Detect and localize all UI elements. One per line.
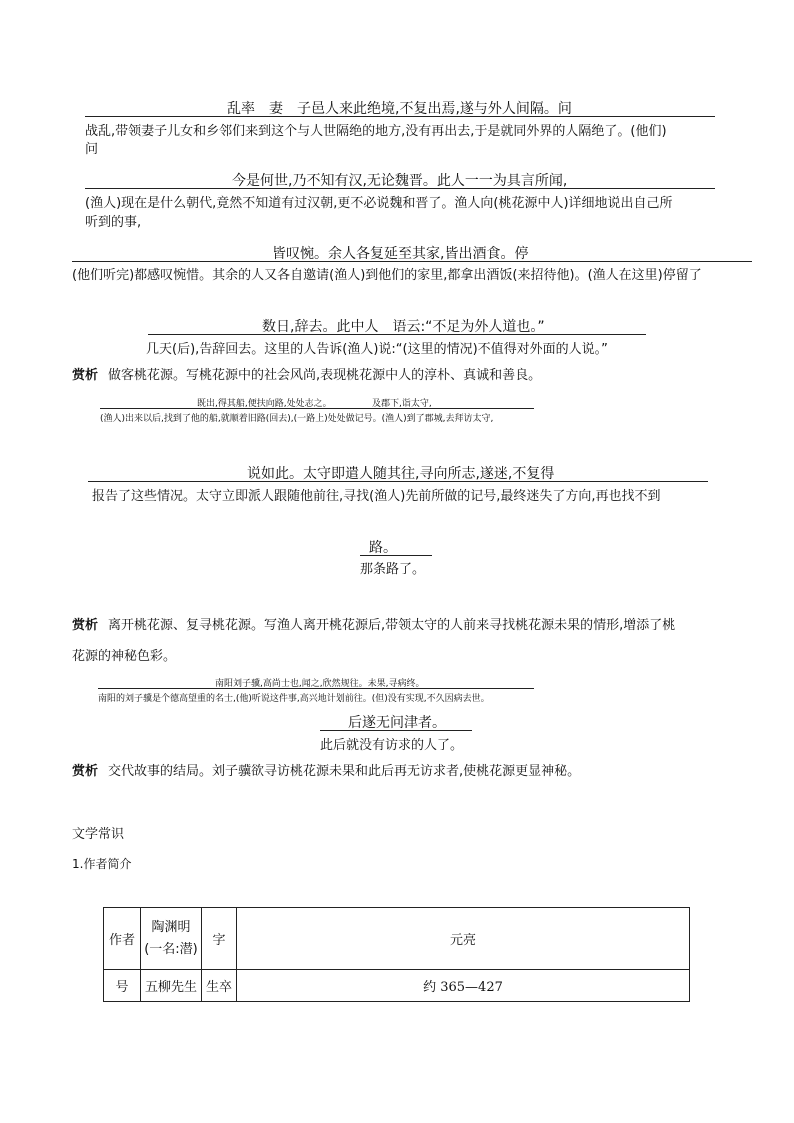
translation-line: 几天(后),告辞回去。这里的人告诉(渔人)说:“(这里的情况)不值得对外面的人说。” xyxy=(146,342,608,357)
translation-line: (他们听完)都感叹惋惜。其余的人又各自邀请(渔人)到他们的家里,都拿出酒饭(来招待他)。(渔人在这里)停留了 xyxy=(72,268,702,283)
translation-line: 南阳的刘子骥是个德高望重的名士,(他)听说这件事,高兴地计划前往。(但)没有实现,不久因病去世。 xyxy=(98,694,490,704)
table-cell xyxy=(141,908,202,970)
author-alias: (一名:潜) xyxy=(144,941,198,957)
translation-line: (渔人)现在是什么朝代,竟然不知道有过汉朝,更不必说魏和晋了。渔人向(桃花源中人)详细地说出自己所 xyxy=(85,196,673,211)
original-text-line: 后遂无问津者。 xyxy=(348,715,446,731)
separator-line xyxy=(85,116,715,117)
translation-line: 战乱,带领妻子儿女和乡邻们来到这个与人世隔绝的地方,没有再出去,于是就同外界的人隔绝了。(他们) xyxy=(85,124,667,139)
note-label: 赏析 xyxy=(72,618,99,633)
original-text-line: 既出,得其船,便扶向路,处处志之。 xyxy=(197,399,332,409)
appreciation-note xyxy=(72,614,675,633)
translation-line: 听到的事, xyxy=(85,215,142,230)
translation-line: 报告了这些情况。太守立即派人跟随他前往,寻找(渔人)先前所做的记号,最终迷失了方向,再也找不到 xyxy=(92,489,661,504)
table-cell: 号 xyxy=(104,970,141,1002)
appreciation-note xyxy=(72,364,541,383)
note-text: 离开桃花源、复寻桃花源。写渔人离开桃花源后,带领太守的人前来寻找桃花源未果的情形,增添了桃 xyxy=(108,618,676,633)
separator-line xyxy=(148,334,646,335)
author-name: 陶渊明 xyxy=(151,919,191,935)
table-cell: 约 365—427 xyxy=(237,970,690,1002)
note-text: 做客桃花源。写桃花源中的社会风尚,表现桃花源中人的淳朴、真诚和善良。 xyxy=(108,368,542,383)
separator-line xyxy=(100,408,534,409)
note-text: 交代故事的结局。刘子骥欲寻访桃花源未果和此后再无访求者,使桃花源更显神秘。 xyxy=(108,764,581,779)
original-text-line: 乱率 妻 子邑人来此绝境,不复出焉,遂与外人间隔。问 xyxy=(227,101,572,117)
note-label: 赏析 xyxy=(72,368,99,383)
separator-line xyxy=(72,261,752,262)
original-text-line: 说如此。太守即遣人随其往,寻向所志,遂迷,不复得 xyxy=(247,466,555,482)
original-text-line: 今是何世,乃不知有汉,无论魏晋。此人一一为具言所闻, xyxy=(232,173,568,189)
separator-line xyxy=(98,688,534,689)
original-text-line: 南阳刘子骥,高尚士也,闻之,欣然规往。未果,寻病终。 xyxy=(215,679,425,689)
original-text-line: 数日,辞去。此中人 语云:“不足为外人道也。” xyxy=(262,319,545,335)
translation-line: 此后就没有访求的人了。 xyxy=(320,738,464,753)
translation-line: (渔人)出来以后,找到了他的船,就顺着旧路(回去),(一路上)处处做记号。(渔人)到了郡城,去拜访太守, xyxy=(100,414,494,424)
table-row xyxy=(104,970,690,1002)
table-row xyxy=(104,908,690,970)
separator-line xyxy=(360,555,432,556)
separator-line xyxy=(88,481,708,482)
note-label: 赏析 xyxy=(72,764,99,779)
note-text-continued: 花源的神秘色彩。 xyxy=(72,649,177,664)
original-text-line: 及郡下,诣太守, xyxy=(372,399,432,409)
original-text-line: 皆叹惋。余人各复延至其家,皆出酒食。停 xyxy=(272,246,529,262)
separator-line xyxy=(85,188,715,189)
table-cell: 五柳先生 xyxy=(141,970,202,1002)
separator-line xyxy=(320,730,472,731)
translation-line: 问 xyxy=(85,142,99,157)
original-text-line: 路。 xyxy=(369,540,397,556)
appreciation-note xyxy=(72,760,580,779)
section-title: 文学常识 xyxy=(72,827,125,842)
table-cell: 元亮 xyxy=(237,908,690,970)
table-cell: 作者 xyxy=(104,908,141,970)
table-cell: 生卒 xyxy=(202,970,237,1002)
author-info-table xyxy=(103,907,690,1002)
translation-line: 那条路了。 xyxy=(360,562,426,577)
table-cell: 字 xyxy=(202,908,237,970)
subsection-title: 1.作者简介 xyxy=(72,857,132,871)
